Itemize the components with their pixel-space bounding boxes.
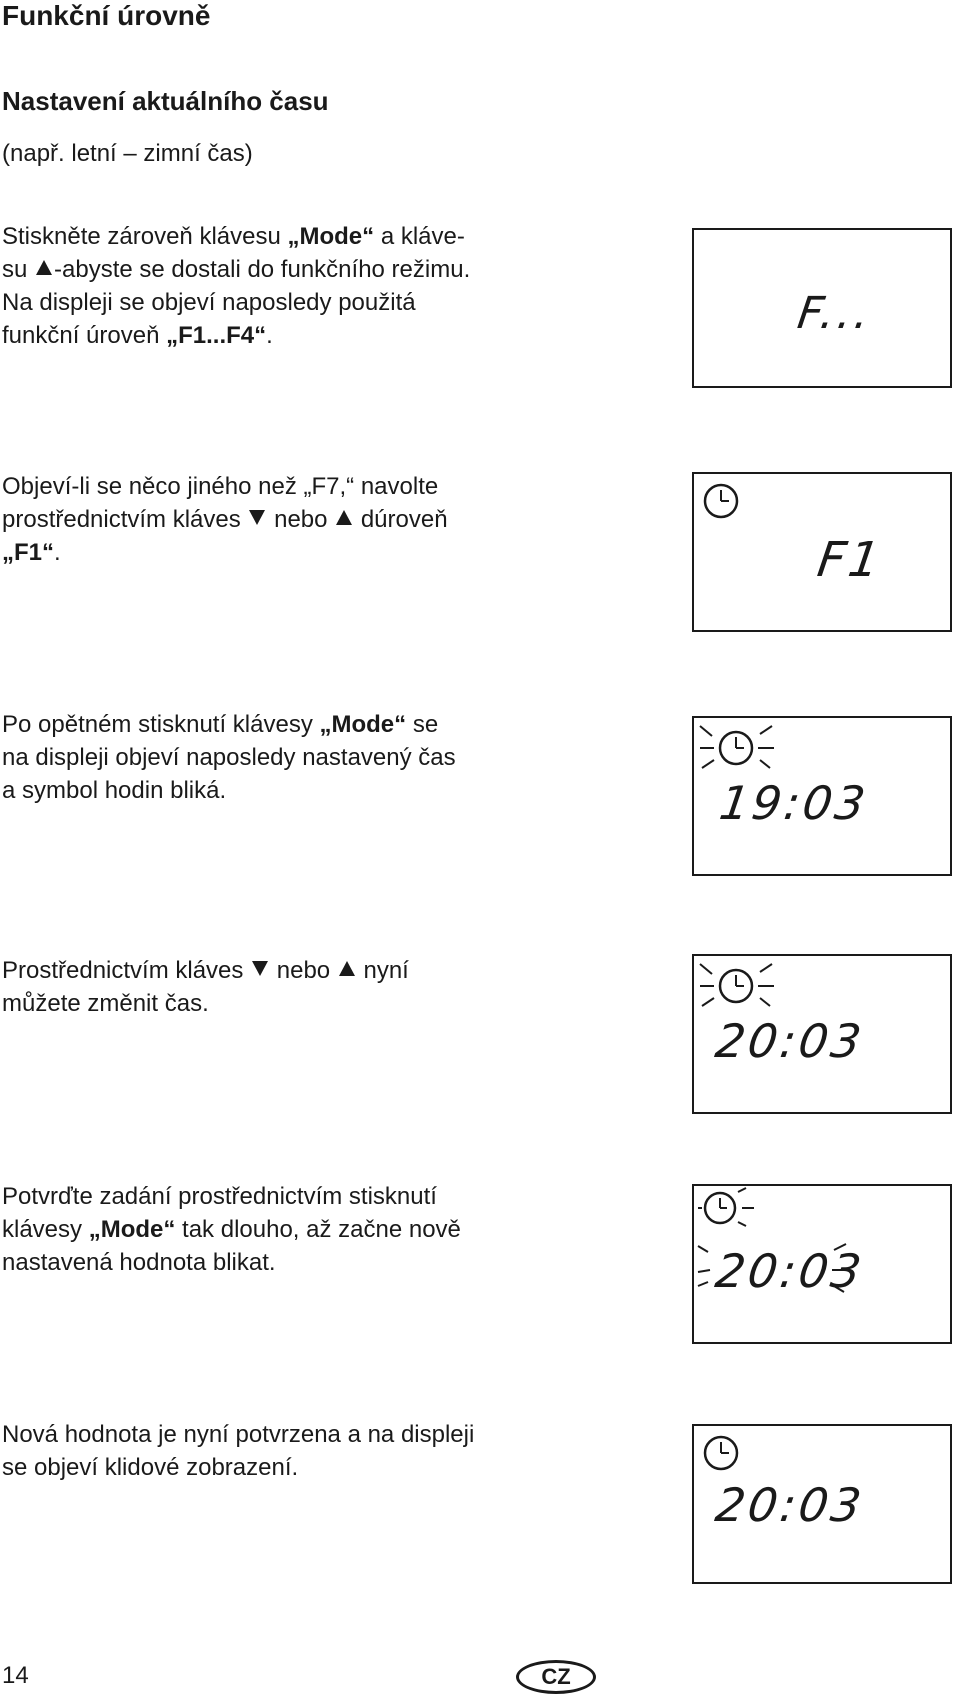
lcd-display-3	[692, 716, 952, 876]
section-note: (např. letní – zimní čas)	[2, 140, 253, 167]
step-6-text: Nová hodnota je nyní potvrzena a na displeji se objeví klidové zobrazení.	[2, 1421, 475, 1481]
lcd-display-4	[692, 954, 952, 1114]
step-2-text: Objeví-li se něco jiného než „F7,“ navolte prostřednictvím kláves nebo dúroveň „F1“.	[2, 473, 448, 566]
step-4-text: Prostřednictvím kláves nebo nyní můžete změnit čas.	[2, 957, 409, 1017]
page-title: Funkční úrovně	[2, 0, 211, 31]
lcd-value: 19:03	[716, 776, 872, 830]
lcd-value: F...	[794, 288, 876, 339]
up-arrow-icon	[36, 260, 52, 275]
lcd-value: 20:03	[712, 1014, 868, 1068]
lcd-display-1	[692, 228, 952, 388]
step-3-text: Po opětném stisknutí klávesy „Mode“ se na displeji objeví naposledy nastavený čas a symbol hodin bliká.	[2, 711, 456, 804]
lcd-value: F1	[814, 532, 887, 588]
step-1-text: Stiskněte zároveň klávesu „Mode“ a kláve- su -abyste se dostali do funkčního režimu. Na displeji se objeví naposledy použitá funkční úroveň „F1...F4“.	[2, 223, 471, 349]
language-badge: CZ	[516, 1660, 596, 1694]
lcd-value-blinking: 20:03	[712, 1244, 868, 1298]
mode-key-label: „Mode“	[287, 223, 375, 250]
step-5-text: Potvrďte zadání prostřednictvím stisknutí klávesy „Mode“ tak dlouho, až začne nově nastavená hodnota blikat.	[2, 1183, 461, 1276]
lcd-display-6	[692, 1424, 952, 1584]
down-arrow-icon	[249, 510, 265, 525]
up-arrow-icon	[336, 510, 352, 525]
down-arrow-icon	[252, 961, 268, 976]
lcd-display-2	[692, 472, 952, 632]
section-subtitle: Nastavení aktuálního času	[2, 86, 329, 116]
lcd-display-5	[692, 1184, 952, 1344]
page-number: 14	[2, 1662, 29, 1689]
lcd-value: 20:03	[712, 1478, 868, 1532]
up-arrow-icon	[339, 961, 355, 976]
